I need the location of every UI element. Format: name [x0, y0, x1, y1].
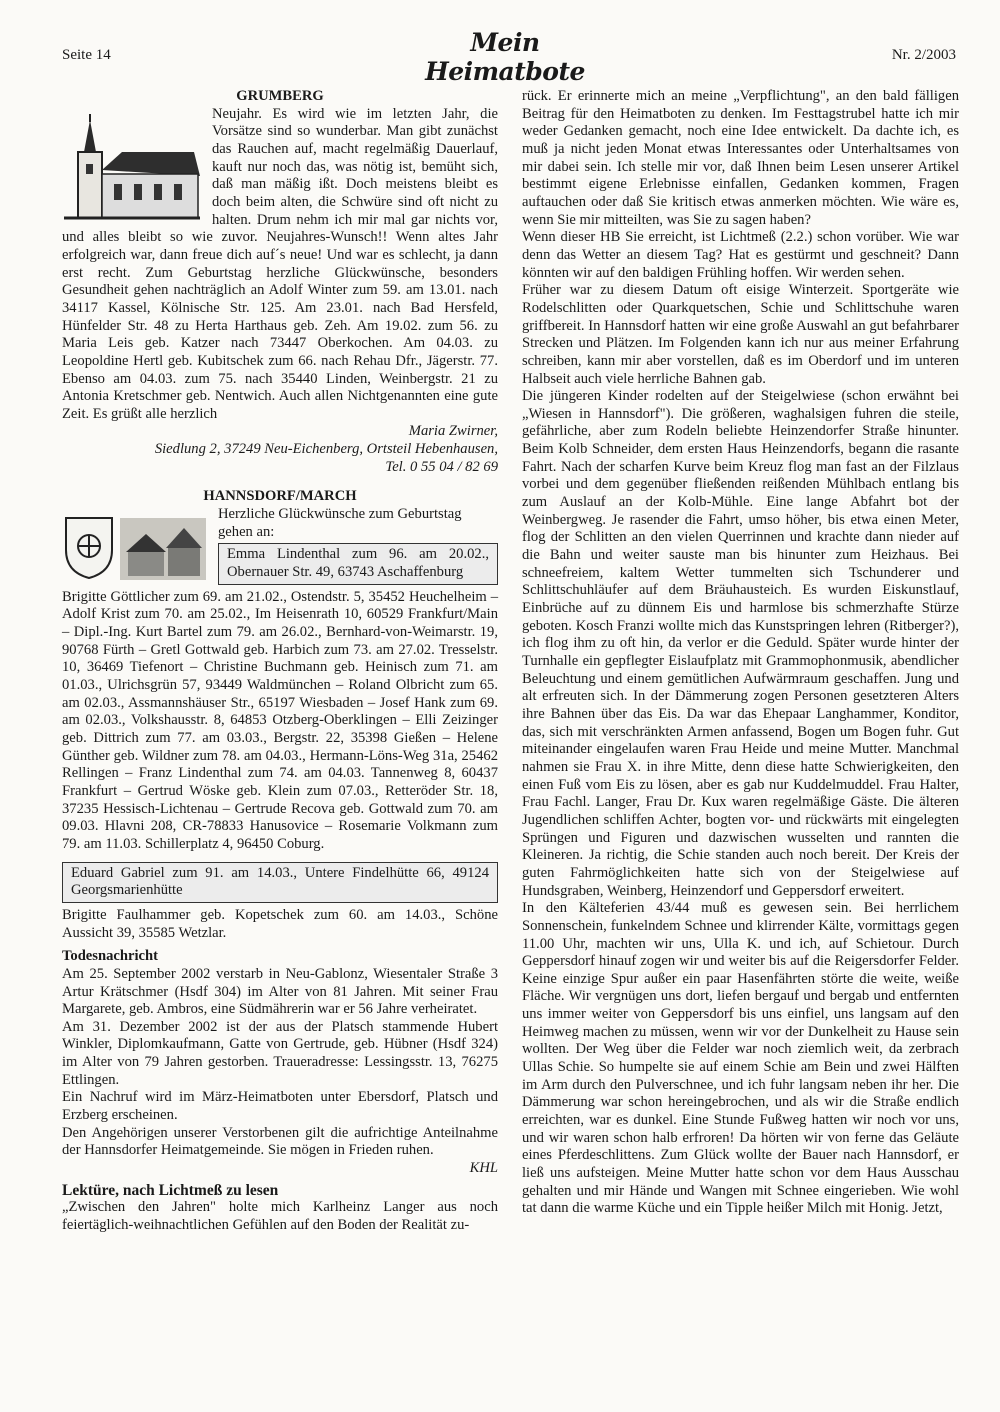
todesnachricht-heading: Todesnachricht: [62, 948, 158, 965]
birthday-list: Brigitte Göttlicher zum 69. am 21.02., Ostendstr. 5, 35452 Heuchelheim – Adolf Krist zum 70. am 25.02., Im Heisenrath 10, 60529 Frankfurt/Main – Dipl.-Ing. Kurt Bartel zum 79. am 26.02., Bernhard-von-Weimarstr. 19, 90768 Fürth – Gretl Gottwald geb. Harbich zum 73. am 27.02. Tresselstr. 10, 36469 Tiefenort – Christine Buchmann geb. Heinisch zum 71. am 01.03., Ulrichsgrün 57, 93449 Waldmünchen – Roland Olbricht zum 65. am 02.03., Assmannshäuser Str., 65197 Wiesbaden – Josef Hank zum 69. am 02.03., Volkshausstr. 8, 64853 Otzberg-Oberklingen – Elli Zeizinger geb. Dittrich zum 77. am 03.03., Bergstr. 22, 35398 Gießen – Helene Günther geb. Wildner zum 78. am 04.03., Hermann-Löns-Weg 31a, 25462 Rellingen – Franz Lindenthal zum 74. am 04.03. Tannenweg 8, 60437 Frankfurt – Gertrud Wöske geb. Klein zum 07.03., Retteröder Str. 18, 37235 Hessisch-Lichtenau – Gertrude Recova geb. Gottwald zum 70. am 09.03. Hlavni 208, CR-78833 Hanusovice – Rosemarie Volkmann zum 79. am 11.03. Schillerplatz 4, 96450 Coburg.: [62, 588, 498, 852]
church-illustration: [62, 112, 202, 224]
article-paragraph-4: Die jüngeren Kinder rodelten auf der Steigelwiese (schon erwähnt bei „Wiesen in Hannsdorf"). Die größeren, waghalsigen fuhren die steile, gefährliche, aber zum Rodeln beliebte Heinzendorfer Straße hinunter. Beim Kolb Schneider, dem ersten Haus Heinzendorfs, begann die rasante Fahrt. Nach der scharfen Kurve beim Kreuz flog man fast an der Filzlaus vorbei und dem gegenüber fließenden reißenden Mühlbach entlang bis zum Auslauf an der Kolb-Mühle. Eine lange Abfahrt bot der Weinbergweg. Je rasender die Fahrt, umso höher, bis etwa einen Meter, flog der Schlitten an den vielen Querrinnen und krachte dann nieder auf die Bahn und weiter sauste man bis hinunter zum Heizhaus. Bei schneefreiem, kaltem Wetter tummelten sich Tschunderer und Schlittschuhläufer auf dem Bräuhausteich. Es wurden Eiskunstlauf, Einbrüche auf zu dünnem Eis und harmlose bis schmerzhafte Stürze geboten. Kosch Franzi wollte mich das Kunstspringen lehren (Ritberger?), ich flog ihm zu oft hin, da verlor er die Geduld. Später wurde hinter der Turnhalle ein gepflegter Eislaufplatz mit Grammophonmusik, abendlicher Beleuchtung und einem gemütlichen Aufwärmraum geschaffen. Jung und alt erfreuten sich. In der Dämmerung zogen Personen gesetzteren Alters ihre Bahnen über das Eis. Da war das Ehepaar Langhammer, Konditor, das, sich mit verschränkten Armen anfassend, Bogen um Bogen fuhr. Gut miteinander eingelaufen waren Frau Heide und meine Mutter. Manchmal nahmen sie Frau X. in ihre Mitte, denn diese hatte Schwierigkeiten, den einen Fuß vom Eis zu lösen, aber es gab nur Kuddelmuddel. Frau Halter, Frau Fachl. Langer, Frau Dr. Kux waren regelmäßige Gäste. Die älteren Jugendlichen schliffen Achter, bogten vor- und rückwärts mit eingelegten Sprüngen und Figuren und dazwischen wusselten und rannten die Kleineren. Ja richtig, die Schie standen auch noch bereit. Der Kreis der guten Fahrmöglichkeiten hatte sich von der Steigelwiese auf Hundsgraben, Weinberg, Heinzendorf und Geppersdorf erweitert.: [522, 388, 959, 899]
lektuere-heading: Lektüre, nach Lichtmeß zu lesen: [62, 1181, 279, 1199]
left-column: [62, 88, 498, 1235]
article-paragraph-3: Früher war zu diesem Datum oft eisige Winterzeit. Sportgeräte wie Rodelschlitten oder Quarkquetschen, Schie und Schlittschuhe waren griffbereit. In Hannsdorf hatten wir eine große Auswahl an gut befahrbarer Strecken und Plätzen. Im Folgenden kann ich nur aus meiner Erfahrung schreiben, kann mir aber vorstellen, daß es im Oberdorf und im unteren Halbseit auch viele herrliche Bahnen gab.: [522, 282, 959, 387]
issue-number: Nr. 2/2003: [891, 47, 956, 63]
highlight-box-emma-lindenthal: Emma Lindenthal zum 96. am 20.02., Obernauer Str. 49, 63743 Aschaffenburg: [218, 543, 498, 584]
condolence-text: Den Angehörigen unserer Verstorbenen gilt die aufrichtige Anteilnahme der Hannsdorfer Heimatgemeinde. Sie mögen in Frieden ruhen.: [62, 1124, 498, 1159]
obituary-krätschmer: Am 25. September 2002 verstarb in Neu-Gablonz, Wiesentaler Straße 3 Artur Krätschmer (Hsdf 304) im Alter von 81 Jahren. Mit seiner Frau Margarete, geb. Ambros, eine Südmährerin war er 56 Jahre verheiratet.: [62, 965, 498, 1018]
grumberg-text: Neujahr. Es wird wie im letzten Jahr, die Vorsätze sind so wunderbar. Man gibt zunächst das Rauchen auf, macht regelmäßig Dauerlauf, kauft nur noch das, was nötig ist, bemüht sich, daß man mäßig ißt. Doch meistens bleibt es doch beim alten, die Schwüre sind oft nicht zu halten. Drum nehm ich mir mal gar nichts vor, und alles bleibt so wie zuvor. Neujahres-Wunsch!! Wenn altes Jahr erfolgreich war, dann freue dich auf´s neue! Und war es schlecht, ja dann erst recht. Zum Geburtstag herzliche Glückwünsche, besonders Gesundheit gehen nachträglich an Adolf Winter zum 59. am 13.01. nach 34117 Kassel, Kölnische Str. 125. Am 23.01. nach Bad Hersfeld, Hünfelder Str. 48 zu Herta Harthaus geb. Zeh. Am 19.02. zum 56. zu Maria Leis geb. Katzer nach 73447 Oberkochen. Am 04.03. zu Leopoldine Hertl geb. Kubitschek zum 66. nach Rehau Dfr., Jägerstr. 77. Ebenso am 04.03. zum 75. nach 35440 Linden, Weinbergstr. 21 zu Antonia Kretschmer geb. Nentwich. Auch allen Nichtgenannten eine gute Zeit. Es grüßt alle herzlich: [62, 105, 498, 422]
grumberg-signature-tel: Tel. 0 55 04 / 82 69: [385, 458, 498, 475]
article-paragraph-5: In den Kälteferien 43/44 muß es gewesen sein. Bei herrlichem Sonnenschein, funkelndem Schnee und klirrender Kälte, vormittags gegen 11.00 Uhr, machten wir uns, Ulla K. und ich, auf Schietour. Durch Geppersdorf hinauf zogen wir und weiter bis auf die Reigersdorfer Felder. Keine einzige Spur außer ein paar Hasenfährten störte die weite, weiße Fläche. Wir vergnügen uns dort, liefen bergauf und bergab und entfernten uns immer weiter von Geppersdorf bis uns einfiel, uns langsam auf den Heimweg machen zu müssen, wenn wir vor der Dunkelheit zu Hause sein wollten. Der Weg über die Felder war noch ziemlich weit, da zerbrach Ullas Schie. So humpelte sie auf einem Schie am Bein und zwei Hälften im Arm durch den Pulverschnee, und ich fuhr langsam neben ihr her. Die Dämmerung war schon hereingebrochen, und als wir die Straße endlich erreichten, war es dunkel. Eine Stunde Fußweg hatten wir noch vor uns, und wir waren schon halb erfroren! Da hörten wir von ferne das Geläute eines Pferdeschlittens. Zum Glück wollte der Bauer nach Hannsdorf, er ließ uns aufsteigen. Meine Mutter hatte schon vor dem Haus Ausschau gehalten und mir Hände und Wangen mit Schnee eingerieben. Wie wohl tat dann die warme Küche und ein Tipple heißer Milch mit Honig. Jetzt,: [522, 900, 959, 1217]
grumberg-signature-name: Maria Zwirner,: [408, 423, 498, 440]
right-column: [522, 88, 959, 1218]
masthead: Mein Heimatbote: [425, 28, 585, 86]
highlight-box-eduard-gabriel: Eduard Gabriel zum 91. am 14.03., Untere Findelhütte 66, 49124 Georgsmarienhütte: [62, 862, 498, 903]
hannsdorf-intro: Herzliche Glückwünsche zum Geburtstag gehen an:: [218, 506, 462, 540]
article-paragraph-2: Wenn dieser HB Sie erreicht, ist Lichtmeß (2.2.) schon vorüber. Wie war denn das Wetter an diesem Tag? Hat es gestürmt und geschneit? Dann könnten wir auf den baldigen Frühling hoffen. Wir werden sehen.: [522, 229, 959, 281]
birthday-brigitte-faulhammer: Brigitte Faulhammer geb. Kopetschek zum 60. am 14.03., Schöne Aussicht 39, 35585 Wetzlar.: [62, 906, 498, 941]
coat-of-arms-and-town-illustration: [62, 512, 208, 582]
article-paragraph-1: rück. Er erinnerte mich an meine „Verpflichtung", an den bald fälligen Beitrag für den Heimatboten zu denken. Im Festtagstrubel hatte ich mir weder Gedanken gemacht, noch eine Idee entwickelt. Da dachte ich, es muß ja nicht jeden Monat etwas Interessantes oder Unterhaltsames von mir dabei sein. Ich stelle mir vor, daß Ihnen beim Lesen unserer Artikel bestimmt eigene Erlebnisse einfallen, Gedanken kommen, Fragen auftauchen oder daß Sie kritisch etwas anmerken möchten. Wie wäre es, wenn Sie mir mitteilten, was Sie zu sagen haben?: [522, 88, 959, 228]
obituary-nachruf-note: Ein Nachruf wird im März-Heimatboten unter Ebersdorf, Platsch und Erzberg erscheinen.: [62, 1089, 498, 1124]
condolence-signature: KHL: [469, 1160, 498, 1177]
obituary-winkler: Am 31. Dezember 2002 ist der aus der Platsch stammende Hubert Winkler, Diplomkaufmann, Gatte von Gertrude, geb. Hübner (Hsdf 324) im Alter von 79 Jahren gestorben. Traueradresse: Lessingsstr. 13, 76275 Ettlingen.: [62, 1018, 498, 1088]
hannsdorf-heading: HANNSDORF/MARCH: [203, 488, 357, 505]
grumberg-heading: GRUMBERG: [236, 88, 324, 104]
grumberg-signature-address: Siedlung 2, 37249 Neu-Eichenberg, Ortsteil Hebenhausen,: [154, 441, 498, 458]
page-number: Seite 14: [62, 47, 111, 63]
lektuere-text-start: „Zwischen den Jahren" holte mich Karlheinz Langer aus noch feiertäglich-weihnachtlichen Gefühlen auf den Boden der Realität zu-: [62, 1199, 498, 1234]
